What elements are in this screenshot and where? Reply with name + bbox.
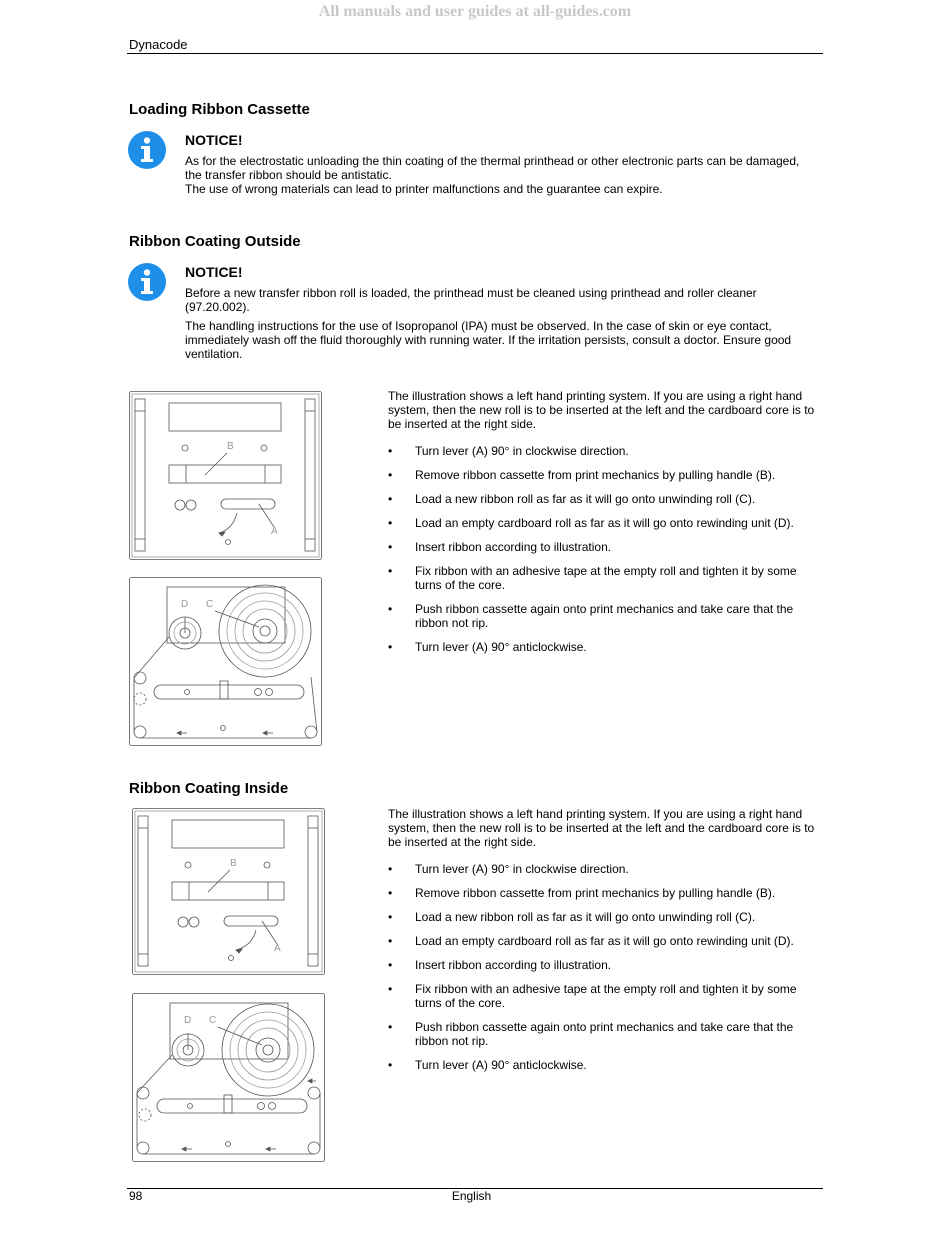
list-item: • Push ribbon cassette again onto print mechanics and take care that the ribbon not rip. [388, 602, 818, 630]
cassette-front-illustration [132, 808, 326, 976]
notice-title: NOTICE! [185, 264, 243, 280]
list-item: • Fix ribbon with an adhesive tape at the empty roll and tighten it by some turns of the core. [388, 564, 818, 592]
list-item: • Remove ribbon cassette from print mechanics by pulling handle (B). [388, 886, 818, 900]
list-item: • Load a new ribbon roll as far as it will go onto unwinding roll (C). [388, 910, 818, 924]
list-item: • Push ribbon cassette again onto print mechanics and take care that the ribbon not rip. [388, 1020, 818, 1048]
list-item: • Load an empty cardboard roll as far as it will go onto rewinding unit (D). [388, 934, 818, 948]
steps-list [388, 862, 818, 1082]
notice-paragraph: The use of wrong materials can lead to printer malfunctions and the guarantee can expire. [185, 182, 663, 196]
section-title-ribbon-coating-inside: Ribbon Coating Inside [129, 780, 289, 797]
ribbon-path-illustration [129, 577, 323, 747]
info-icon [128, 263, 166, 301]
watermark: All manuals and user guides at all-guides.com [318, 3, 632, 20]
list-item: • Turn lever (A) 90° anticlockwise. [388, 640, 818, 654]
footer-language: English [451, 1189, 492, 1203]
list-item: • Turn lever (A) 90° anticlockwise. [388, 1058, 818, 1072]
page-number: 98 [129, 1189, 143, 1203]
list-item: • Remove ribbon cassette from print mechanics by pulling handle (B). [388, 468, 818, 482]
steps-list [388, 444, 818, 664]
list-item: • Insert ribbon according to illustration. [388, 540, 818, 554]
list-item: • Load an empty cardboard roll as far as it will go onto rewinding unit (D). [388, 516, 818, 530]
ribbon-path-illustration [132, 993, 326, 1163]
list-item: • Fix ribbon with an adhesive tape at the empty roll and tighten it by some turns of the core. [388, 982, 818, 1010]
section-intro: The illustration shows a left hand printing system. If you are using a right hand system, then the new roll is to be inserted at the left and the cardboard core is to be inserted at the right side. [388, 807, 815, 849]
list-item: • Insert ribbon according to illustration. [388, 958, 818, 972]
label-b: B [230, 858, 237, 869]
label-c: C [209, 1015, 217, 1026]
header-brand: Dynacode [129, 37, 188, 52]
section-intro: The illustration shows a left hand printing system. If you are using a right hand system, then the new roll is to be inserted at the left and the cardboard core is to be inserted at the right side. [388, 389, 815, 431]
header-rule [127, 53, 823, 54]
notice-paragraph: Before a new transfer ribbon roll is loaded, the printhead must be cleaned using printhead and roller cleaner (97.20.002). [185, 286, 757, 314]
list-item: • Turn lever (A) 90° in clockwise direction. [388, 444, 818, 458]
label-d: D [181, 599, 189, 610]
label-b: B [227, 441, 234, 452]
label-a: A [271, 526, 278, 537]
notice-paragraph: The handling instructions for the use of Isopropanol (IPA) must be observed. In the case of skin or eye contact, immediately wash off the fluid thoroughly with running water. If the irritation persists, consult a doctor. Ensure good ventilation. [185, 319, 792, 361]
section-title-loading-ribbon-cassette: Loading Ribbon Cassette [129, 101, 310, 118]
info-icon [128, 131, 166, 169]
list-item: • Turn lever (A) 90° in clockwise direction. [388, 862, 818, 876]
label-a: A [274, 943, 281, 954]
label-d: D [184, 1015, 192, 1026]
section-title-ribbon-coating-outside: Ribbon Coating Outside [129, 233, 301, 250]
list-item: • Load a new ribbon roll as far as it will go onto unwinding roll (C). [388, 492, 818, 506]
notice-paragraph: As for the electrostatic unloading the thin coating of the thermal printhead or other electronic parts can be damaged, the transfer ribbon should be antistatic. [185, 154, 800, 182]
notice-title: NOTICE! [185, 132, 243, 148]
label-c: C [206, 599, 214, 610]
cassette-front-illustration [129, 391, 323, 561]
